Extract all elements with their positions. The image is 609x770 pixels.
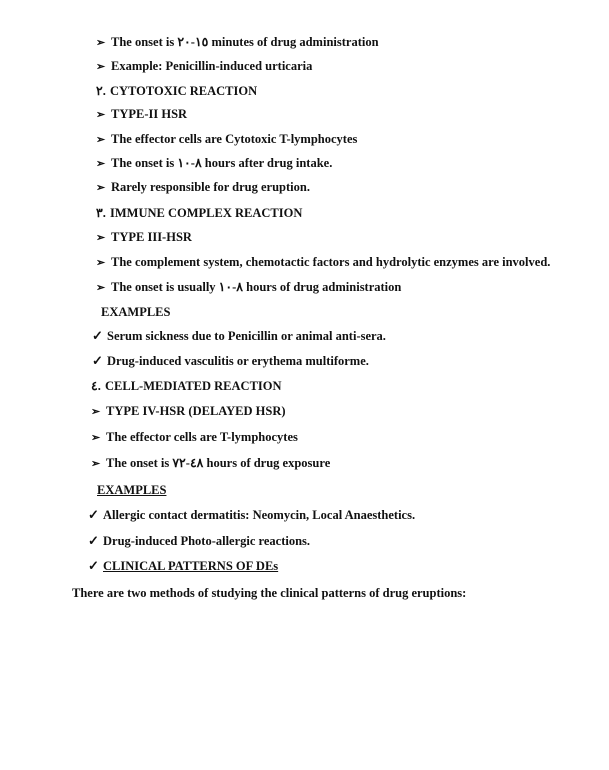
- bullet-line-rarely-responsible: [96, 179, 310, 196]
- bullet-line-onset-15-20: [96, 34, 379, 51]
- examples-heading-underlined: [97, 482, 166, 498]
- line-text: Example: Penicillin-induced urticaria: [111, 59, 313, 73]
- heading-cytotoxic-reaction: [96, 83, 257, 99]
- check-line-contact-dermatitis: [88, 507, 415, 523]
- section-number: ٣.: [96, 206, 106, 220]
- bullet-line-complement-system: [96, 254, 550, 271]
- arrow-bullet-icon: ➢: [91, 406, 101, 418]
- section-number: ٤.: [91, 379, 101, 393]
- line-text: The onset is ١٥-٢٠ minutes of drug administration: [111, 35, 379, 49]
- bullet-line-type-iv: [91, 403, 286, 420]
- arrow-bullet-icon: ➢: [96, 158, 106, 170]
- arrow-bullet-icon: ➢: [96, 182, 106, 194]
- line-text: The effector cells are T-lymphocytes: [106, 430, 298, 444]
- line-text: TYPE-II HSR: [111, 107, 188, 121]
- line-text: EXAMPLES: [101, 305, 171, 319]
- arrow-bullet-icon: ➢: [96, 134, 106, 146]
- examples-heading: [101, 304, 170, 320]
- line-text: EXAMPLES: [97, 483, 167, 497]
- bullet-line-type-ii: [96, 106, 187, 123]
- arrow-bullet-icon: ➢: [96, 109, 106, 121]
- arrow-bullet-icon: ➢: [96, 61, 106, 73]
- line-text: IMMUNE COMPLEX REACTION: [110, 206, 303, 220]
- bullet-line-onset-usually-8-10: [96, 279, 401, 296]
- check-bullet-icon: ✓: [88, 558, 99, 573]
- check-bullet-icon: ✓: [88, 507, 99, 522]
- arrow-bullet-icon: ➢: [96, 37, 106, 49]
- arrow-bullet-icon: ➢: [96, 232, 106, 244]
- line-text: Drug-induced vasculitis or erythema multiforme.: [107, 354, 369, 368]
- check-line-clinical-patterns: [88, 558, 278, 574]
- bullet-line-onset-8-10-intake: [96, 155, 332, 172]
- check-bullet-icon: ✓: [92, 353, 103, 368]
- section-number: ٢.: [96, 84, 106, 98]
- line-text: Allergic contact dermatitis: Neomycin, Local Anaesthetics.: [103, 508, 416, 522]
- line-text: The effector cells are Cytotoxic T-lymphocytes: [111, 132, 358, 146]
- heading-cell-mediated-reaction: [91, 378, 282, 394]
- arrow-bullet-icon: ➢: [91, 432, 101, 444]
- check-bullet-icon: ✓: [88, 533, 99, 548]
- paragraph-two-methods: [72, 585, 466, 601]
- arrow-bullet-icon: ➢: [96, 282, 106, 294]
- line-text: CYTOTOXIC REACTION: [110, 84, 258, 98]
- line-text: TYPE IV-HSR (DELAYED HSR): [106, 404, 286, 418]
- bullet-line-onset-48-72: [91, 455, 330, 472]
- bullet-line-type-iii: [96, 229, 192, 246]
- line-text: CLINICAL PATTERNS OF DEs: [103, 559, 279, 573]
- bullet-line-effector-t-lymphocytes: [91, 429, 298, 446]
- bullet-line-example-urticaria: [96, 58, 312, 75]
- line-text: The complement system, chemotactic factors and hydrolytic enzymes are involved.: [111, 255, 551, 269]
- check-bullet-icon: ✓: [92, 328, 103, 343]
- line-text: The onset is usually ٨-١٠ hours of drug administration: [111, 280, 402, 294]
- line-text: CELL-MEDIATED REACTION: [105, 379, 282, 393]
- line-text: Rarely responsible for drug eruption.: [111, 180, 310, 194]
- heading-immune-complex-reaction: [96, 205, 302, 221]
- line-text: There are two methods of studying the clinical patterns of drug eruptions:: [72, 586, 467, 600]
- line-text: Drug-induced Photo-allergic reactions.: [103, 534, 311, 548]
- arrow-bullet-icon: ➢: [91, 458, 101, 470]
- arrow-bullet-icon: ➢: [96, 257, 106, 269]
- line-text: The onset is ٨-١٠ hours after drug intake.: [111, 156, 333, 170]
- check-line-serum-sickness: [92, 328, 386, 344]
- check-line-vasculitis: [92, 353, 369, 369]
- line-text: TYPE III-HSR: [111, 230, 192, 244]
- bullet-line-effector-cytotoxic: [96, 131, 357, 148]
- line-text: Serum sickness due to Penicillin or animal anti-sera.: [107, 329, 386, 343]
- check-line-photo-allergic: [88, 533, 310, 549]
- line-text: The onset is ٤٨-٧٢ hours of drug exposure: [106, 456, 331, 470]
